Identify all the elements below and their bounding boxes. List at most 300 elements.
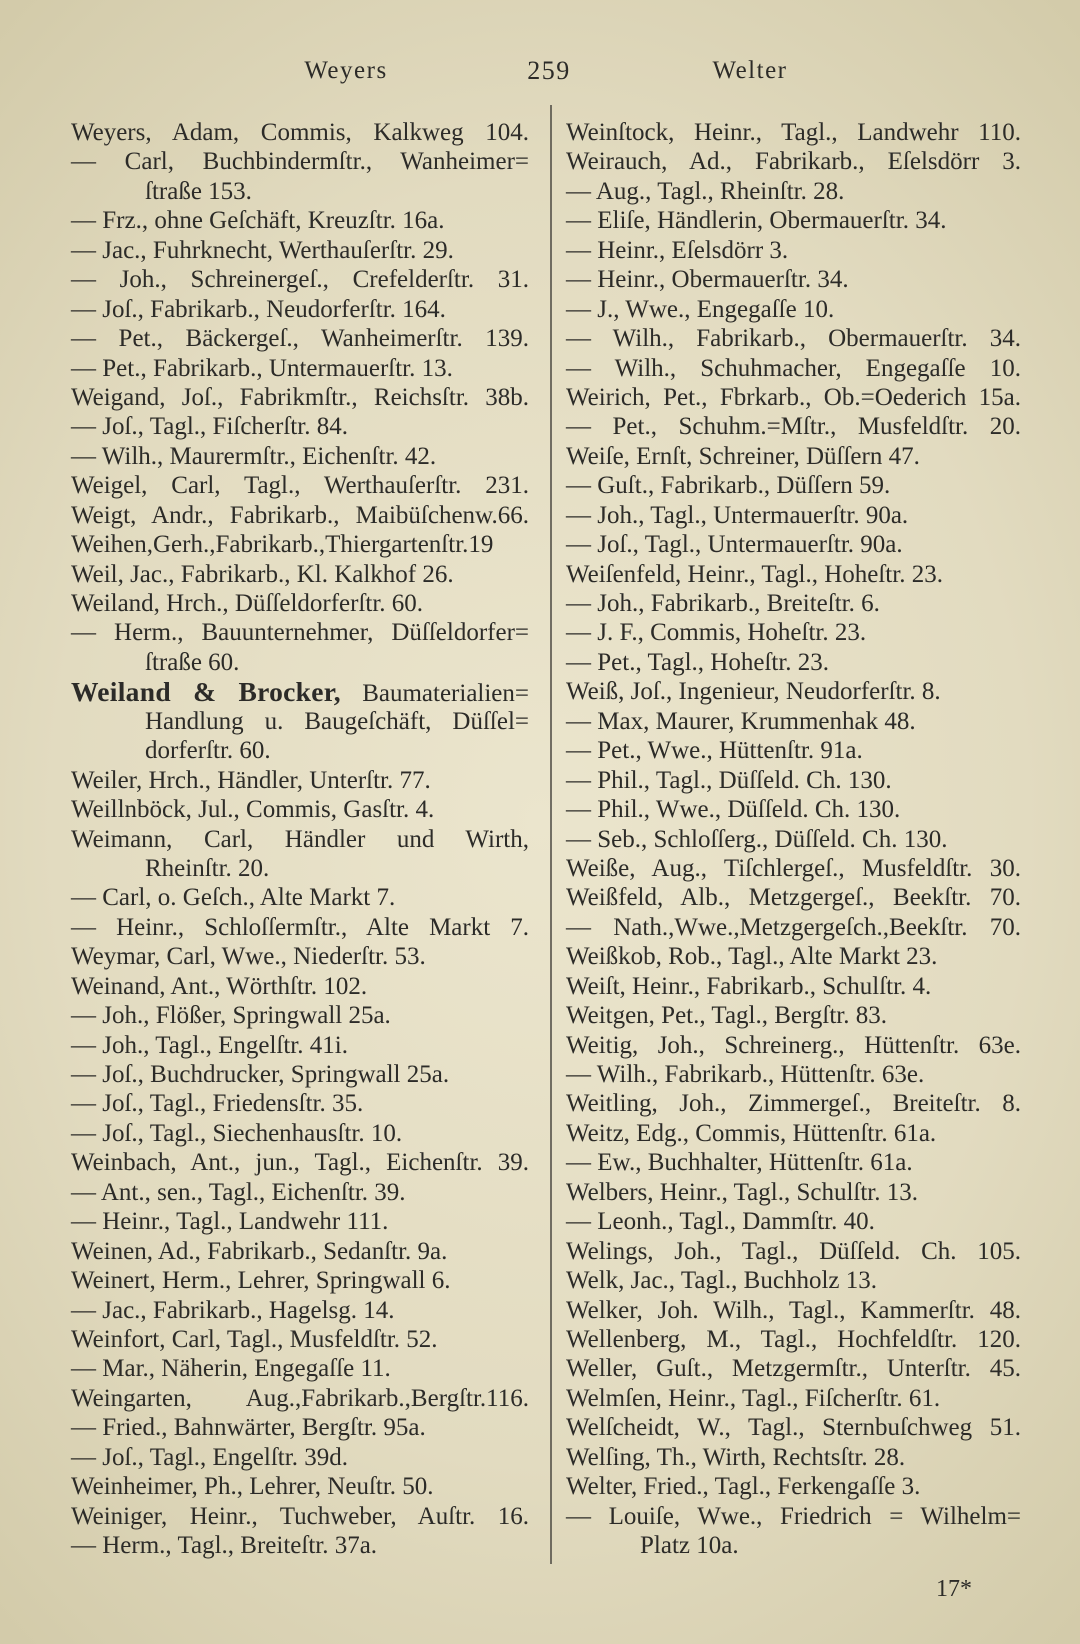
entry-line (71, 383, 530, 412)
entry-text: — Joſ., Tagl., Fiſcherſtr. 84. (71, 413, 348, 441)
entry-continuation-line (71, 854, 530, 883)
entry-line-content (145, 177, 252, 206)
directory-entry (71, 1001, 530, 1030)
entry-line (566, 972, 1022, 1001)
entry-text: Weirauch, Ad., Fabrikarb., Eſelsdörr 3. (566, 148, 1021, 176)
directory-entry (566, 118, 1022, 147)
directory-entry (566, 795, 1022, 824)
entry-line (71, 206, 530, 235)
entry-text: Handlung u. Baugeſchäft, Düſſel= (145, 707, 529, 735)
entry-text: — Fried., Bahnwärter, Bergſtr. 95a. (71, 1414, 426, 1442)
entry-line (566, 1413, 1022, 1442)
entry-text: — Ant., sen., Tagl., Eichenſtr. 39. (71, 1178, 406, 1206)
entry-text: dorferſtr. 60. (145, 737, 271, 765)
entry-text: Baumaterialien= (362, 680, 529, 708)
directory-entry (566, 295, 1022, 324)
directory-entry (71, 913, 530, 942)
directory-entry (566, 1237, 1022, 1266)
directory-entry (566, 1031, 1022, 1060)
entry-line-content (71, 236, 454, 265)
entry-line-content (566, 913, 1021, 942)
directory-entry (566, 354, 1022, 383)
entry-line-content (566, 236, 788, 265)
entry-line-content (566, 412, 1021, 441)
entry-line (566, 1060, 1022, 1089)
entry-text: Weyers, Adam, Commis, Kalkweg 104. (71, 119, 529, 146)
entry-line-content (71, 530, 493, 559)
entry-line (71, 265, 530, 294)
entry-line (71, 1237, 530, 1266)
entry-text: — Seb., Schloſſerg., Düſſeld. Ch. 130. (566, 825, 948, 853)
directory-entry (566, 324, 1022, 353)
directory-entry (71, 1148, 530, 1177)
entry-line-content (566, 1354, 1021, 1383)
entry-text: Weiſe, Ernſt, Schreiner, Düſſern 47. (566, 442, 920, 470)
entry-line (71, 1178, 530, 1207)
entry-text: — Eliſe, Händlerin, Obermauerſtr. 34. (566, 207, 947, 235)
page-number: 259 (527, 56, 571, 85)
entry-line (71, 471, 530, 500)
entry-line (71, 324, 530, 353)
directory-entry (566, 1089, 1022, 1118)
entry-line (71, 1089, 530, 1118)
entry-line (566, 1296, 1022, 1325)
directory-entry (71, 1531, 530, 1560)
directory-entry (566, 707, 1022, 736)
entry-line (566, 236, 1022, 265)
entry-line-content (71, 825, 529, 854)
entry-line (566, 1119, 1022, 1148)
directory-entry (71, 1354, 530, 1383)
directory-entry (71, 1384, 530, 1413)
directory-entry (566, 648, 1022, 677)
entry-line (566, 471, 1022, 500)
directory-entry (566, 383, 1022, 412)
entry-line (566, 1325, 1022, 1354)
entry-line (566, 501, 1022, 530)
directory-entry (566, 1148, 1022, 1177)
entry-line-content (566, 295, 834, 324)
directory-entry (71, 1325, 530, 1354)
directory-entry (71, 825, 530, 884)
entry-line (71, 766, 530, 795)
entry-text: — Heinr., Obermauerſtr. 34. (566, 266, 849, 294)
entry-text: — Max, Maurer, Krummenhak 48. (566, 707, 916, 735)
entry-line (71, 825, 530, 854)
directory-entry (71, 677, 530, 765)
directory-entry (566, 913, 1022, 942)
directory-entry (71, 1207, 530, 1236)
entry-line-content (566, 118, 1021, 147)
entry-line (566, 1148, 1022, 1177)
entry-text: — Joh., Tagl., Engelſtr. 41i. (71, 1031, 348, 1059)
entry-text: — Frz., ohne Geſchäft, Kreuzſtr. 16a. (71, 207, 445, 235)
directory-entry (566, 1502, 1022, 1561)
directory-entry (566, 618, 1022, 647)
directory-entry (566, 1354, 1022, 1383)
directory-entry (566, 972, 1022, 1001)
directory-entry (566, 1413, 1022, 1442)
directory-entry (71, 1472, 530, 1501)
entry-line (566, 354, 1022, 383)
entry-text: — Nath.,Wwe.,Metzgergeſch.,Beekſtr. 70. (566, 913, 1021, 941)
entry-text: — Pet., Tagl., Hoheſtr. 23. (566, 648, 830, 676)
directory-entry (566, 1001, 1022, 1030)
entry-text: — Joſ., Tagl., Siechenhausſtr. 10. (71, 1119, 403, 1147)
entry-line-content (566, 1266, 877, 1295)
directory-entry (71, 206, 530, 235)
entry-line-content (71, 1178, 406, 1207)
entry-line (71, 412, 530, 441)
entry-text: Rheinſtr. 20. (145, 854, 270, 882)
running-head-right: Welter (712, 57, 788, 84)
entry-line-content (566, 1472, 920, 1501)
directory-entry (566, 1178, 1022, 1207)
entry-line-content (566, 1148, 913, 1177)
entry-line-content (566, 177, 844, 206)
entry-line (566, 118, 1022, 147)
entry-text: Weirich, Pet., Fbrkarb., Ob.=Oederich 15a. (566, 383, 1021, 411)
directory-entry (71, 560, 530, 589)
entry-line-content (566, 825, 947, 854)
entry-line-content (566, 354, 1021, 383)
directory-entry (566, 677, 1022, 706)
entry-line-content (566, 1296, 1021, 1325)
entry-text: Weinſtock, Heinr., Tagl., Landwehr 110. (566, 119, 1021, 146)
entry-line-content (566, 1089, 1021, 1118)
entry-line (71, 1001, 530, 1030)
entry-line-content (71, 1031, 348, 1060)
entry-line-content (566, 854, 1021, 883)
entry-line (566, 1354, 1022, 1383)
directory-entry (566, 1060, 1022, 1089)
directory-entry (71, 1296, 530, 1325)
entry-line-content (566, 1001, 887, 1030)
entry-text: Welſing, Th., Wirth, Rechtsſtr. 28. (566, 1443, 906, 1471)
entry-line (566, 324, 1022, 353)
directory-entry (566, 147, 1022, 176)
entry-continuation-line (71, 177, 530, 206)
entry-line-content (71, 1531, 377, 1560)
entry-line-content (71, 1060, 449, 1089)
entry-text: — Joſ., Fabrikarb., Neudorferſtr. 164. (71, 295, 446, 323)
entry-text: Weillnböck, Jul., Commis, Gasſtr. 4. (71, 796, 435, 824)
entry-line-content (566, 471, 890, 500)
entry-line-content (145, 648, 239, 677)
entry-line (566, 854, 1022, 883)
entry-line-content (566, 942, 937, 971)
entry-text: — Heinr., Eſelsdörr 3. (566, 236, 789, 264)
entry-line-content (145, 707, 529, 736)
entry-line-content (71, 265, 529, 294)
entry-line (71, 1325, 530, 1354)
entry-line (566, 530, 1022, 559)
entry-line (71, 530, 530, 559)
directory-entry (566, 1472, 1022, 1501)
entry-line (71, 883, 530, 912)
entry-line (71, 147, 530, 176)
entry-text: — Joſ., Tagl., Friedensſtr. 35. (71, 1090, 364, 1118)
entry-line-content (71, 618, 529, 647)
entry-line (71, 913, 530, 942)
entry-text: Weinand, Ant., Wörthſtr. 102. (71, 972, 368, 1000)
directory-entry (71, 442, 530, 471)
entry-line-content (640, 1531, 739, 1560)
entry-line (71, 1502, 530, 1531)
entry-text: ſtraße 153. (145, 177, 252, 205)
entry-line (566, 147, 1022, 176)
entry-text: Weigand, Joſ., Fabrikmſtr., Reichsſtr. 38b. (71, 383, 529, 411)
directory-entry (566, 501, 1022, 530)
entry-line-content (566, 1119, 936, 1148)
entry-line-content (145, 736, 271, 765)
directory-entry (566, 1266, 1022, 1295)
directory-entry (71, 1119, 530, 1148)
entry-line-content (71, 1266, 451, 1295)
entry-line-content (71, 442, 436, 471)
directory-entry (566, 560, 1022, 589)
directory-entry (71, 972, 530, 1001)
entry-text: Weigt, Andr., Fabrikarb., Maibüſchenw.66. (71, 501, 529, 529)
left-column (71, 118, 530, 1560)
entry-line (71, 589, 530, 618)
entry-text: Weiß, Joſ., Ingenieur, Neudorferſtr. 8. (566, 678, 941, 706)
directory-entry (566, 1384, 1022, 1413)
entry-line (566, 383, 1022, 412)
entry-line-content (566, 1443, 905, 1472)
entry-line-content (71, 1296, 395, 1325)
entry-text: Weinfort, Carl, Tagl., Musfeldſtr. 52. (71, 1325, 438, 1353)
entry-text: — Wilh., Fabrikarb., Hüttenſtr. 63e. (566, 1061, 925, 1088)
entry-text: — Joh., Schreinergeſ., Crefelderſtr. 31. (71, 266, 529, 294)
entry-line-content (566, 206, 946, 235)
directory-entry (71, 883, 530, 912)
entry-line-content (566, 501, 908, 530)
entry-line-content (71, 795, 434, 824)
directory-entry (566, 265, 1022, 294)
directory-entry (71, 501, 530, 530)
entry-line (566, 589, 1022, 618)
entry-line-content (71, 1207, 388, 1236)
entry-text: — Phil., Tagl., Düſſeld. Ch. 130. (566, 766, 892, 794)
entry-line-content (71, 147, 529, 176)
directory-entry (71, 795, 530, 824)
entry-text: Weiniger, Heinr., Tuchweber, Auſtr. 16. (71, 1502, 529, 1530)
entry-text: Weinheimer, Ph., Lehrer, Neuſtr. 50. (71, 1473, 434, 1501)
entry-line (71, 618, 530, 647)
entry-line-content (71, 206, 445, 235)
entry-line-content (71, 295, 446, 324)
entry-line (566, 1001, 1022, 1030)
entry-line-content (566, 1207, 875, 1236)
entry-line (566, 1237, 1022, 1266)
entry-text: Weigel, Carl, Tagl., Werthauſerſtr. 231. (71, 472, 529, 500)
entry-text: — Guſt., Fabrikarb., Düſſern 59. (566, 472, 891, 500)
entry-text: Weiſenfeld, Heinr., Tagl., Hoheſtr. 23. (566, 560, 943, 588)
entry-text: Weymar, Carl, Wwe., Niederſtr. 53. (71, 943, 426, 971)
directory-entry (566, 471, 1022, 500)
entry-line-content (71, 1325, 438, 1354)
entry-line-content (71, 354, 453, 383)
entry-text: — Pet., Wwe., Hüttenſtr. 91a. (566, 737, 863, 765)
entry-text: — Joh., Flößer, Springwall 25a. (71, 1002, 391, 1030)
entry-line-content (566, 972, 931, 1001)
directory-entry (566, 1207, 1022, 1236)
entry-text: — Pet., Schuhm.=Mſtr., Musfeldſtr. 20. (566, 413, 1021, 441)
directory-entry (71, 1237, 530, 1266)
entry-line-content (566, 677, 941, 706)
entry-text: — Heinr., Tagl., Landwehr 111. (71, 1208, 389, 1236)
directory-entry (566, 766, 1022, 795)
entry-line-content (71, 1502, 529, 1531)
entry-line-content (566, 1325, 1021, 1354)
entry-text: — J., Wwe., Engegaſſe 10. (566, 295, 835, 323)
entry-line-content (71, 1001, 391, 1030)
entry-line (566, 618, 1022, 647)
entry-line-content (566, 766, 892, 795)
entry-line-content (566, 736, 863, 765)
directory-entry (566, 854, 1022, 883)
entry-text: — Carl, o. Geſch., Alte Markt 7. (71, 884, 396, 912)
entry-text: Weißfeld, Alb., Metzgergeſ., Beekſtr. 70. (566, 884, 1021, 912)
entry-text: ſtraße 60. (145, 648, 240, 676)
entry-line-content (566, 560, 943, 589)
directory-entry (71, 1443, 530, 1472)
entry-text: — Joſ., Tagl., Engelſtr. 39d. (71, 1443, 348, 1471)
directory-entry (566, 530, 1022, 559)
entry-line-content (71, 1119, 402, 1148)
directory-entry (71, 118, 530, 147)
entry-line-content (71, 1472, 434, 1501)
entry-line (71, 677, 530, 706)
entry-text: — Mar., Näherin, Engegaſſe 11. (71, 1355, 391, 1383)
entry-line-content (71, 1237, 447, 1266)
entry-line (566, 1502, 1022, 1531)
entry-text: — Aug., Tagl., Rheinſtr. 28. (566, 177, 845, 205)
running-head-left: Weyers (304, 57, 388, 84)
entry-line (566, 825, 1022, 854)
directory-entry (71, 1031, 530, 1060)
entry-line (71, 1296, 530, 1325)
entry-line-content (71, 1443, 348, 1472)
entry-line (566, 295, 1022, 324)
entry-line-content (566, 147, 1021, 176)
entry-line-content (566, 1237, 1021, 1266)
entry-text: Wellenberg, M., Tagl., Hochfeldſtr. 120. (566, 1325, 1021, 1353)
entry-text: — Joh., Fabrikarb., Breiteſtr. 6. (566, 590, 880, 617)
entry-line-content (71, 412, 348, 441)
entry-line-content (566, 1384, 940, 1413)
directory-entry (71, 471, 530, 500)
entry-text: Weiße, Aug., Tiſchlergeſ., Musfeldſtr. 30. (566, 854, 1021, 882)
directory-entry (71, 766, 530, 795)
entry-line-content (566, 530, 903, 559)
entry-line (71, 1472, 530, 1501)
entry-line (71, 1443, 530, 1472)
entry-line (71, 1148, 530, 1177)
directory-entry (71, 1178, 530, 1207)
entry-text: — Heinr., Schloſſermſtr., Alte Markt 7. (71, 913, 529, 941)
directory-entry (566, 1119, 1022, 1148)
entry-line-content (566, 1502, 1021, 1531)
entry-line (566, 412, 1022, 441)
entry-line-content (566, 324, 1021, 353)
entry-text: — Louiſe, Wwe., Friedrich = Wilhelm= (566, 1502, 1021, 1530)
entry-text: — Joſ., Tagl., Untermauerſtr. 90a. (566, 531, 903, 559)
directory-entry (566, 236, 1022, 265)
entry-text: — Herm., Tagl., Breiteſtr. 37a. (71, 1532, 378, 1559)
directory-entry (71, 1089, 530, 1118)
entry-text: Weitig, Joh., Schreinerg., Hüttenſtr. 63e. (566, 1031, 1021, 1059)
directory-entry (71, 1413, 530, 1442)
directory-entry (71, 354, 530, 383)
directory-entry (71, 265, 530, 294)
entry-line (71, 972, 530, 1001)
entry-text: Weil, Jac., Fabrikarb., Kl. Kalkhof 26. (71, 560, 454, 588)
entry-line-content (566, 795, 900, 824)
entry-text: Welbers, Heinr., Tagl., Schulſtr. 13. (566, 1178, 918, 1206)
entry-text: — Herm., Bauunternehmer, Düſſeldorfer= (71, 619, 529, 647)
entry-text: Weißkob, Rob., Tagl., Alte Markt 23. (566, 943, 938, 971)
entry-text: Welk, Jac., Tagl., Buchholz 13. (566, 1267, 877, 1295)
entry-text: Weller, Guſt., Metzgermſtr., Unterſtr. 45. (566, 1355, 1021, 1383)
entry-line (566, 560, 1022, 589)
directory-entry (566, 825, 1022, 854)
entry-line (566, 1472, 1022, 1501)
entry-text: — Leonh., Tagl., Dammſtr. 40. (566, 1208, 875, 1236)
entry-line (71, 1354, 530, 1383)
entry-text: — Phil., Wwe., Düſſeld. Ch. 130. (566, 796, 901, 824)
entry-line-content (71, 1384, 529, 1413)
directory-entry (71, 236, 530, 265)
entry-line-content (566, 1060, 924, 1089)
firm-name: Weiland & Brocker, (71, 676, 341, 708)
directory-entry (71, 530, 530, 559)
entry-line-content (145, 854, 269, 883)
entry-line (71, 1031, 530, 1060)
entry-line (566, 1031, 1022, 1060)
entry-text: — J. F., Commis, Hoheſtr. 23. (566, 619, 867, 647)
directory-entry (71, 1502, 530, 1531)
entry-continuation-line (71, 648, 530, 677)
entry-line-content (566, 383, 1021, 412)
entry-line (71, 1384, 530, 1413)
directory-entry (71, 295, 530, 324)
entry-line-content (71, 1148, 529, 1177)
entry-text: Welter, Fried., Tagl., Ferkengaſſe 3. (566, 1473, 921, 1501)
entry-line-content (71, 883, 395, 912)
entry-line (566, 795, 1022, 824)
entry-line (566, 206, 1022, 235)
entry-line-content (566, 1178, 918, 1207)
directory-entry (71, 1060, 530, 1089)
entry-line (566, 1207, 1022, 1236)
entry-line (566, 942, 1022, 971)
right-column (566, 118, 1022, 1560)
directory-entry (71, 1266, 530, 1295)
entry-line (566, 677, 1022, 706)
entry-line (71, 1060, 530, 1089)
entry-line-content (71, 501, 529, 530)
entry-line-content (566, 618, 866, 647)
entry-line (71, 560, 530, 589)
entry-line (71, 501, 530, 530)
entry-line-content (566, 1031, 1021, 1060)
entry-line (566, 1384, 1022, 1413)
entry-line (71, 1266, 530, 1295)
entry-line (71, 795, 530, 824)
entry-line-content (71, 972, 367, 1001)
